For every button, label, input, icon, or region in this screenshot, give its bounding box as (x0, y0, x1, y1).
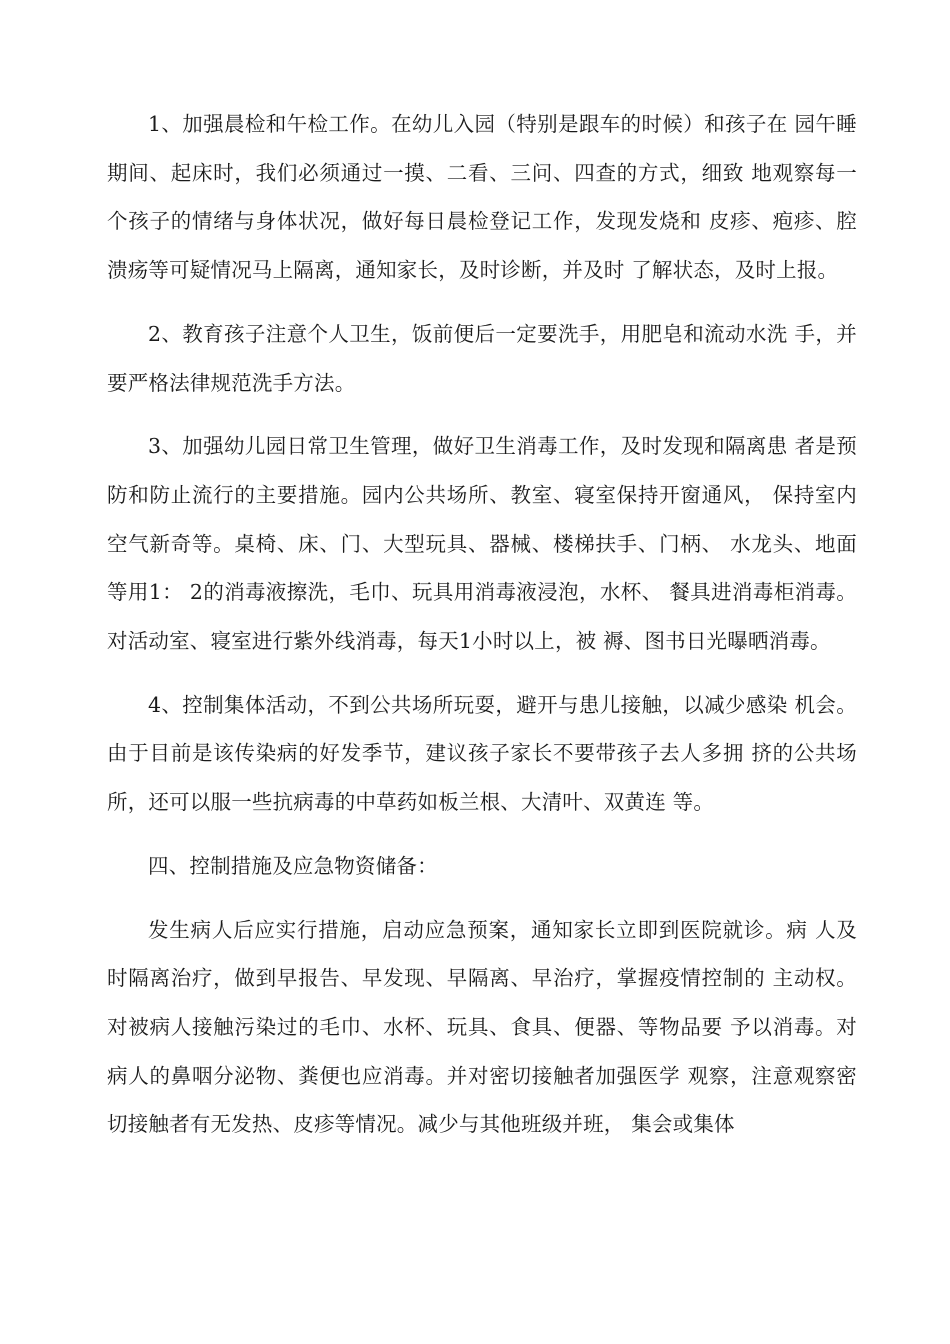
paragraph-morning-check: 1、加强晨检和午检工作。在幼儿入园（特别是跟车的时候）和孩子在 园午睡期间、起床时，我们必须通过一摸、二看、三问、四查的方式，细致 地观察每一个孩子的情绪与身体状况，做好每日晨检登记工作，发现发烧和 皮疹、疱疹、腔溃疡等可疑情况马上隔离，通知家长，及时诊断，并及时 了解状态，及时上报。 (107, 112, 857, 283)
section-heading-control-measures: 四、控制措施及应急物资储备： (148, 853, 438, 878)
document-body (107, 100, 857, 1164)
paragraph-hand-washing: 2、教育孩子注意个人卫生，饭前便后一定要洗手，用肥皂和流动水洗 手，并要严格法律规范洗手方法。 (107, 321, 857, 395)
paragraph-emergency-response: 发生病人后应实行措施，启动应急预案，通知家长立即到医院就诊。病 人及时隔离治疗，做到早报告、早发现、早隔离、早治疗，掌握疫情控制的 主动权。对被病人接触污染过的毛巾、水杯、玩具、食具、便器、等物品要 予以消毒。对病人的鼻咽分泌物、粪便也应消毒。并对密切接触者加强医学 观察，注意观察密切接触者有无发热、皮疹等情况。减少与其他班级并班， 集会或集体 (107, 917, 857, 1137)
paragraph-sanitation: 3、加强幼儿园日常卫生管理，做好卫生消毒工作，及时发现和隔离患 者是预防和防止流行的主要措施。园内公共场所、教室、寝室保持开窗通风， 保持室内空气新奇等。桌椅、床、门、大型玩具、器械、楼梯扶手、门柄、 水龙头、地面等用1： 2的消毒液擦洗，毛巾、玩具用消毒液浸泡，水杯、 餐具进消毒柜消毒。对活动室、寝室进行紫外线消毒，每天1小时以上，被 褥、图书日光曝晒消毒。 (107, 434, 857, 654)
paragraph-group-activities: 4、控制集体活动，不到公共场所玩耍，避开与患儿接触，以减少感染 机会。由于目前是该传染病的好发季节，建议孩子家长不要带孩子去人多拥 挤的公共场所，还可以服一些抗病毒的中草药如板兰根、大清叶、双黄连 等。 (107, 692, 857, 815)
